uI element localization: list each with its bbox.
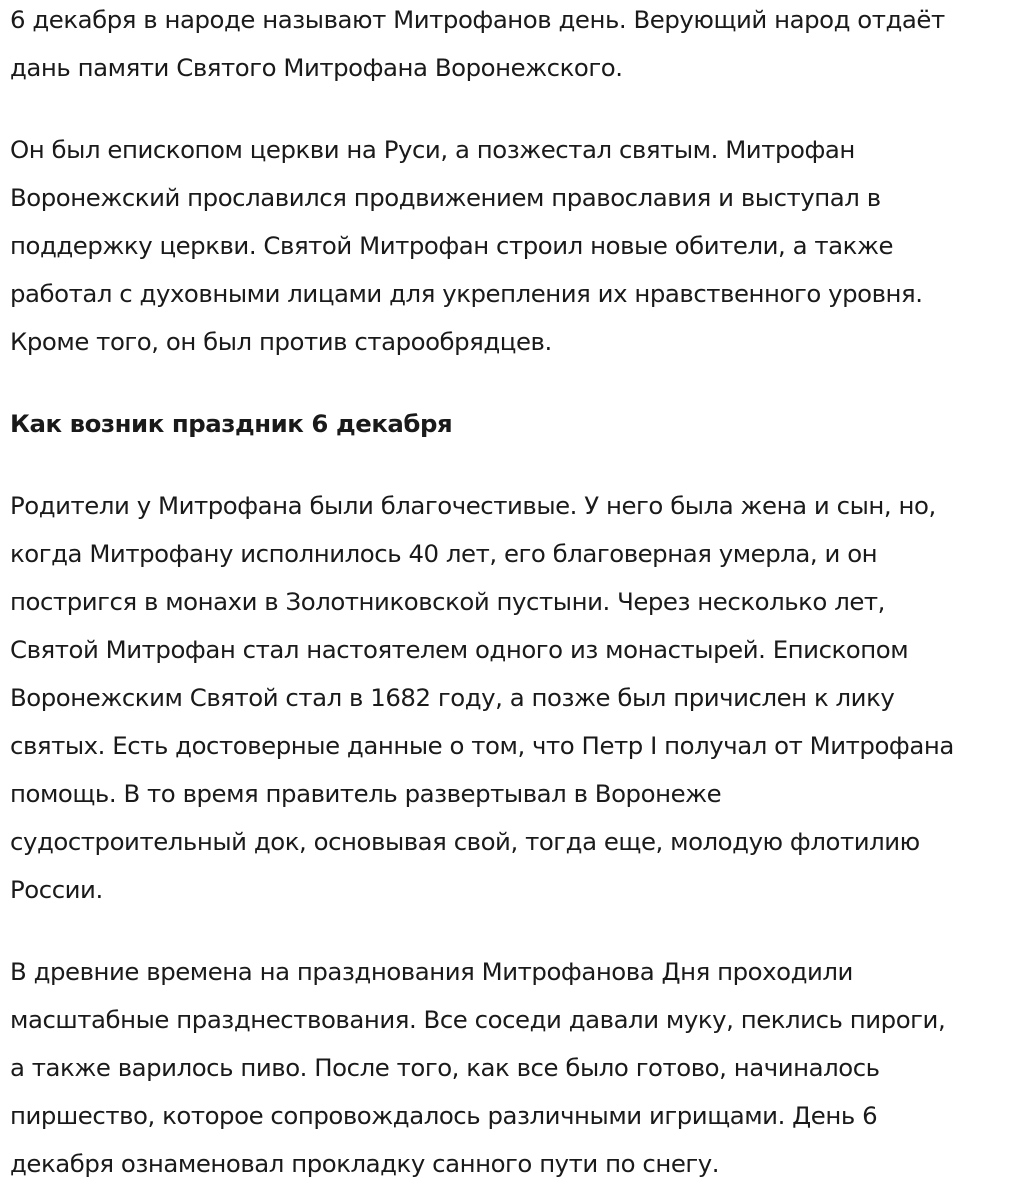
text-line: постригся в монахи в Золотниковской пустыни. Через несколько лет, [10, 587, 885, 616]
text-line: России. [10, 875, 103, 904]
text-line: масштабные празднествования. Все соседи давали муку, пеклись пироги, [10, 1005, 946, 1034]
paragraph-spacer [10, 914, 1018, 948]
paragraph-bishop [10, 126, 1018, 366]
text-line: пиршество, которое сопровождалось различными игрищами. День 6 [10, 1101, 878, 1130]
paragraph-celebration [10, 948, 1018, 1188]
paragraph-history [10, 482, 1018, 914]
text-line: когда Митрофану исполнилось 40 лет, его благоверная умерла, и он [10, 539, 878, 568]
text-line: Воронежским Святой стал в 1682 году, а позже был причислен к лику [10, 683, 895, 712]
text-line: В древние времена на празднования Митрофанова Дня проходили [10, 957, 853, 986]
text-line: а также варилось пиво. После того, как все было готово, начиналось [10, 1053, 880, 1082]
text-line: Кроме того, он был против старообрядцев. [10, 327, 552, 356]
text-line: дань памяти Святого Митрофана Воронежского. [10, 53, 623, 82]
paragraph-spacer [10, 448, 1018, 482]
paragraph-spacer [10, 366, 1018, 400]
paragraph-intro [10, 0, 1018, 92]
text-line: работал с духовными лицами для укрепления их нравственного уровня. [10, 279, 923, 308]
article-body [10, 0, 1018, 1188]
section-heading: Как возник праздник 6 декабря [10, 409, 453, 438]
text-line: Родители у Митрофана были благочестивые. У него была жена и сын, но, [10, 491, 936, 520]
paragraph-spacer [10, 92, 1018, 126]
text-line: поддержку церкви. Святой Митрофан строил новые обители, а также [10, 231, 894, 260]
text-line: 6 декабря в народе называют Митрофанов день. Верующий народ отдаёт [10, 5, 945, 34]
text-line: судостроительный док, основывая свой, тогда еще, молодую флотилию [10, 827, 920, 856]
text-line: святых. Есть достоверные данные о том, что Петр I получал от Митрофана [10, 731, 954, 760]
text-line: Воронежский прославился продвижением православия и выступал в [10, 183, 881, 212]
text-line: Он был епископом церкви на Руси, а позжестал святым. Митрофан [10, 135, 855, 164]
text-line: помощь. В то время правитель развертывал в Воронеже [10, 779, 722, 808]
text-line: Святой Митрофан стал настоятелем одного из монастырей. Епископом [10, 635, 909, 664]
text-line: декабря ознаменовал прокладку санного пути по снегу. [10, 1149, 720, 1178]
